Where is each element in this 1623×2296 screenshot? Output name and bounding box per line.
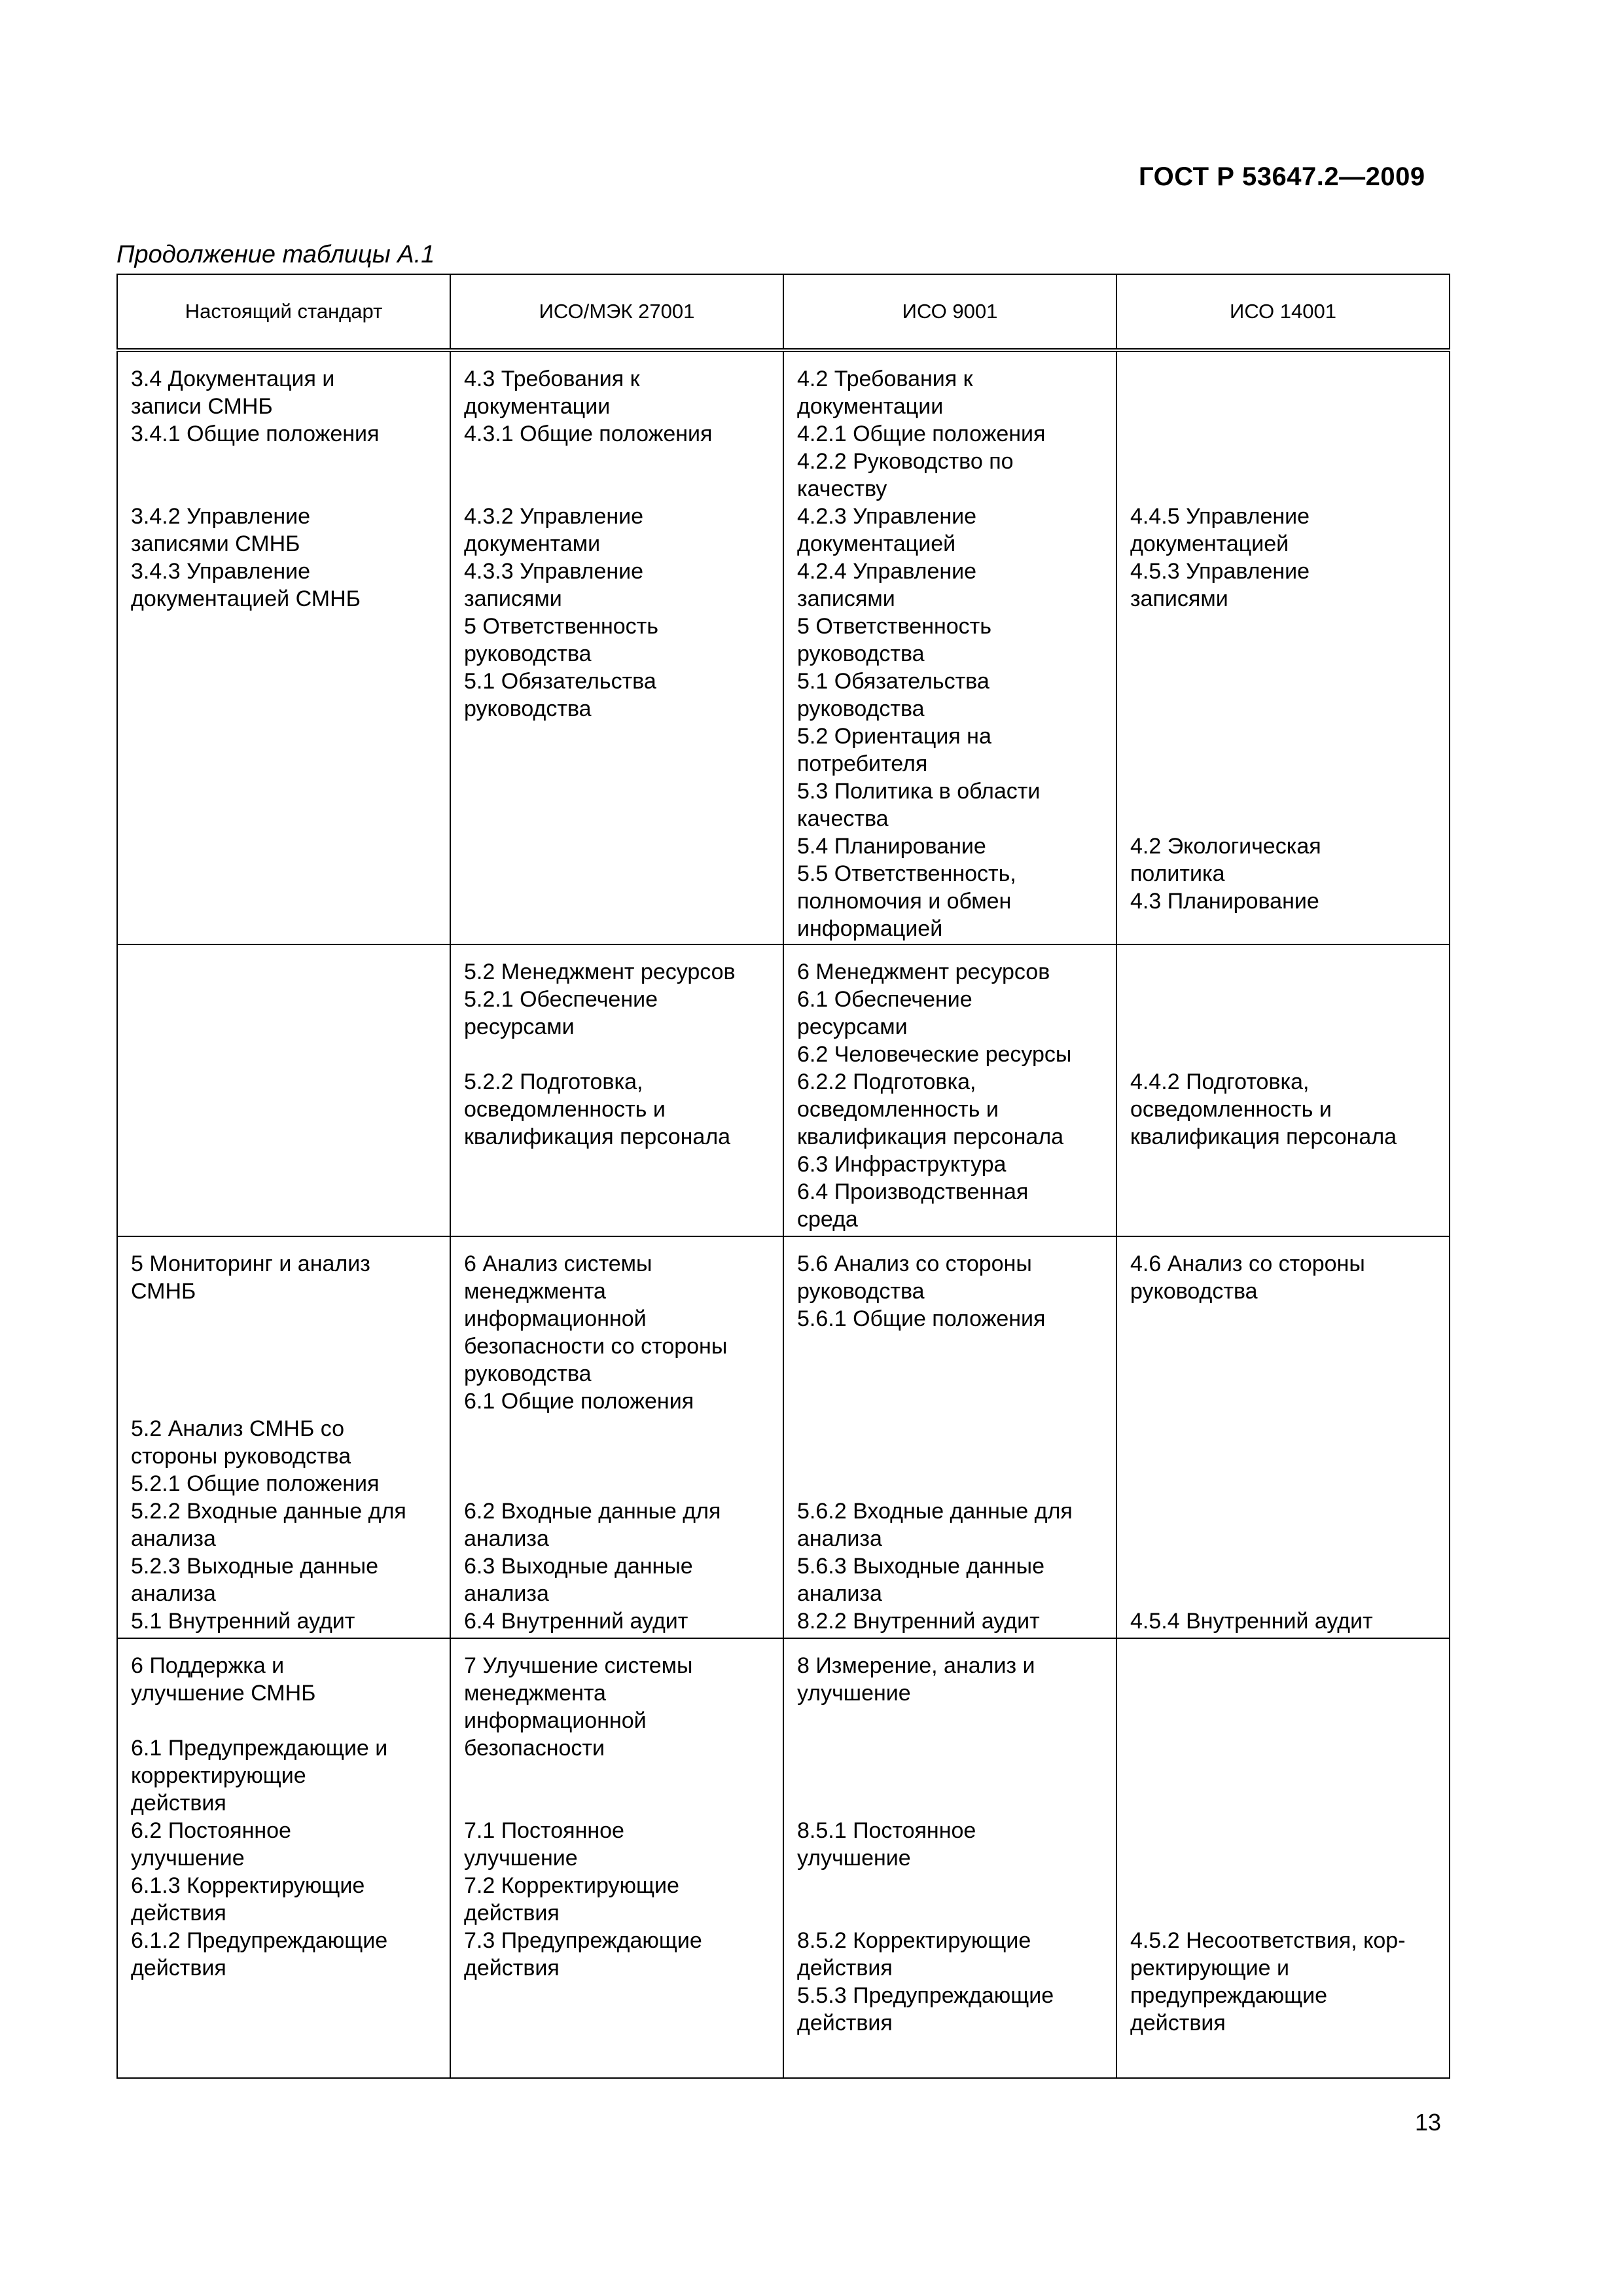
cell-line: 5.6.1 Общие положения <box>797 1306 1046 1331</box>
cell-line: улучшение СМНБ <box>131 1681 316 1706</box>
cell-line <box>131 1360 438 1388</box>
cell-line: 6.3 Инфраструктура <box>797 1152 1007 1177</box>
cell-line <box>464 1470 771 1498</box>
page-number: 13 <box>1415 2109 1442 2136</box>
cell-line <box>1130 668 1437 695</box>
cell-line: 4.3.3 Управление <box>464 559 644 584</box>
cell-line: документами <box>464 531 601 556</box>
table-cell <box>1116 1638 1450 2078</box>
cell-line <box>1130 1388 1437 1415</box>
cell-line: записями <box>797 586 895 611</box>
column-header: ИСО 14001 <box>1116 274 1450 350</box>
cell-line <box>464 1443 771 1470</box>
cell-line: 5.3 Политика в области <box>797 779 1041 804</box>
table-row <box>117 944 1450 1236</box>
cell-line: 6.1 Общие положения <box>464 1389 694 1414</box>
standard-code: ГОСТ Р 53647.2—2009 <box>1139 162 1425 191</box>
cell-line: 4.2.2 Руководство по <box>797 449 1014 474</box>
cell-line: 6.4 Внутренний аудит <box>464 1609 688 1634</box>
cell-line: осведомленность и <box>797 1097 999 1122</box>
cell-line: 6.2.2 Подготовка, <box>797 1069 976 1094</box>
cell-line: документации <box>464 394 611 419</box>
cell-line: качества <box>797 806 889 831</box>
cell-line: записями СМНБ <box>131 531 300 556</box>
cell-line <box>797 1899 1104 1927</box>
cell-line <box>1130 640 1437 668</box>
cell-line <box>1130 420 1437 448</box>
cell-line: предупреждающие <box>1130 1983 1328 2008</box>
cell-line: документацией <box>1130 531 1289 556</box>
cell-line: 7 Улучшение системы <box>464 1653 693 1678</box>
cell-line: ректирующие и <box>1130 1956 1289 1981</box>
cell-line <box>464 1415 771 1443</box>
cell-line: 6.2 Человеческие ресурсы <box>797 1042 1072 1067</box>
cell-line <box>1130 1652 1437 1679</box>
cell-line: осведомленность и <box>464 1097 666 1122</box>
cell-line <box>1130 613 1437 640</box>
cell-line: 4.2.1 Общие положения <box>797 422 1046 446</box>
cell-line: действия <box>1130 2011 1226 2036</box>
cell-line: полномочия и обмен <box>797 889 1012 914</box>
table-cell <box>117 1236 450 1638</box>
cell-line: квалификация персонала <box>464 1124 731 1149</box>
cell-line: руководства <box>797 641 925 666</box>
cell-line: 4.5.4 Внутренний аудит <box>1130 1609 1373 1634</box>
cell-line <box>1130 393 1437 420</box>
cell-line <box>1130 1498 1437 1525</box>
cell-line <box>797 1415 1104 1443</box>
cell-line <box>1130 365 1437 393</box>
column-header: ИСО 9001 <box>783 274 1116 350</box>
cell-line <box>797 1360 1104 1388</box>
cell-line: 4.5.3 Управление <box>1130 559 1310 584</box>
cell-line: 5.6 Анализ со стороны <box>797 1251 1032 1276</box>
cell-line: руководства <box>797 696 925 721</box>
cell-line: потребителя <box>797 751 928 776</box>
cell-line <box>1130 1817 1437 1844</box>
cell-line <box>1130 1580 1437 1607</box>
cell-line: 4.3.2 Управление <box>464 504 644 529</box>
cell-line: 5 Мониторинг и анализ <box>131 1251 370 1276</box>
cell-line: 3.4.1 Общие положения <box>131 422 380 446</box>
cell-line <box>1130 1360 1437 1388</box>
cell-line: руководства <box>464 696 592 721</box>
cell-line <box>131 448 438 475</box>
column-header: ИСО/МЭК 27001 <box>450 274 783 350</box>
table-cell <box>1116 350 1450 944</box>
cell-line: действия <box>131 1791 226 1816</box>
cell-line: анализа <box>131 1526 216 1551</box>
cell-line: 6 Поддержка и <box>131 1653 285 1678</box>
cell-line: 3.4.3 Управление <box>131 559 311 584</box>
column-header: Настоящий стандарт <box>117 274 450 350</box>
table-cell <box>783 1236 1116 1638</box>
table-cell <box>117 350 450 944</box>
cell-line: 8.5.1 Постоянное <box>797 1818 976 1843</box>
cell-line: 4.4.5 Управление <box>1130 504 1310 529</box>
cell-line: 5.2.2 Входные данные для <box>131 1499 406 1524</box>
cell-line: улучшение <box>464 1846 578 1871</box>
cell-line <box>1130 1013 1437 1041</box>
table-cell <box>450 350 783 944</box>
cell-line <box>1130 1762 1437 1789</box>
table-cell <box>450 1236 783 1638</box>
cell-line: 7.3 Предупреждающие <box>464 1928 702 1953</box>
cell-line: 5.5 Ответственность, <box>797 861 1016 886</box>
cell-line <box>1130 1844 1437 1872</box>
cell-line <box>1130 723 1437 750</box>
cell-line <box>1130 750 1437 778</box>
table-cell <box>783 350 1116 944</box>
cell-line: квалификация персонала <box>1130 1124 1397 1149</box>
cell-line: 8.2.2 Внутренний аудит <box>797 1609 1040 1634</box>
cell-line: действия <box>131 1901 226 1926</box>
cell-line: 4.5.2 Несоответствия, кор- <box>1130 1928 1406 1953</box>
cell-line: 5.2.3 Выходные данные <box>131 1554 379 1579</box>
cell-line <box>1130 1679 1437 1707</box>
cell-line: улучшение <box>797 1681 911 1706</box>
cell-line: 5.5.3 Предупреждающие <box>797 1983 1054 2008</box>
cell-line <box>131 475 438 503</box>
table-cell <box>1116 944 1450 1236</box>
cell-line <box>1130 958 1437 986</box>
table-cell <box>783 944 1116 1236</box>
cell-line: 5.2 Менеджмент ресурсов <box>464 960 736 984</box>
cell-line <box>131 1333 438 1360</box>
cell-line <box>1130 1707 1437 1734</box>
cell-line: 5.1 Обязательства <box>464 669 656 694</box>
cell-line: 6.4 Производственная <box>797 1179 1029 1204</box>
cell-line <box>797 1734 1104 1762</box>
cell-line: действия <box>464 1901 560 1926</box>
cell-line <box>1130 1470 1437 1498</box>
cell-line: 5.2.1 Обеспечение <box>464 987 658 1012</box>
cell-line: 4.2.4 Управление <box>797 559 977 584</box>
cell-line <box>1130 1899 1437 1927</box>
cell-line <box>1130 1443 1437 1470</box>
cell-line: 6.2 Входные данные для <box>464 1499 721 1524</box>
cell-line <box>464 1041 771 1068</box>
cell-line: 5.2 Анализ СМНБ со <box>131 1416 345 1441</box>
cell-line: 5.2 Ориентация на <box>797 724 991 749</box>
cell-line: безопасности <box>464 1736 605 1761</box>
cell-line: менеджмента <box>464 1279 606 1304</box>
cell-line: ресурсами <box>797 1014 908 1039</box>
cell-line: 6 Анализ системы <box>464 1251 652 1276</box>
cell-line: руководства <box>464 1361 592 1386</box>
cell-line <box>1130 1415 1437 1443</box>
cell-line: информацией <box>797 916 943 941</box>
cell-line: СМНБ <box>131 1279 196 1304</box>
cell-line: 5.1 Обязательства <box>797 669 990 694</box>
cell-line: 5 Ответственность <box>797 614 991 639</box>
cell-line: 8.5.2 Корректирующие <box>797 1928 1031 1953</box>
cell-line: 3.4.2 Управление <box>131 504 311 529</box>
cell-line: безопасности со стороны <box>464 1334 728 1359</box>
cell-line: 4.3.1 Общие положения <box>464 422 713 446</box>
cell-line: 7.2 Корректирующие <box>464 1873 679 1898</box>
cell-line: документацией <box>797 531 956 556</box>
cell-line <box>1130 1734 1437 1762</box>
comparison-table <box>116 274 1450 2079</box>
cell-line: 7.1 Постоянное <box>464 1818 624 1843</box>
cell-line: документации <box>797 394 944 419</box>
cell-line <box>131 1707 438 1734</box>
cell-line: осведомленность и <box>1130 1097 1332 1122</box>
cell-line: действия <box>797 1956 893 1981</box>
cell-line: 4.2.3 Управление <box>797 504 977 529</box>
cell-line: 4.2 Экологическая <box>1130 834 1321 859</box>
cell-line: информационной <box>464 1306 647 1331</box>
cell-line <box>797 1789 1104 1817</box>
table-cell <box>1116 1236 1450 1638</box>
cell-line <box>1130 805 1437 833</box>
cell-line: анализа <box>464 1581 549 1606</box>
table-cell <box>783 1638 1116 2078</box>
cell-line: ресурсами <box>464 1014 575 1039</box>
cell-line <box>1130 448 1437 475</box>
cell-line: 8 Измерение, анализ и <box>797 1653 1035 1678</box>
cell-line <box>464 1789 771 1817</box>
cell-line: среда <box>797 1207 858 1232</box>
cell-line <box>797 1470 1104 1498</box>
cell-line <box>1130 1333 1437 1360</box>
cell-line: 5.2.1 Общие положения <box>131 1471 380 1496</box>
cell-line: руководства <box>1130 1279 1258 1304</box>
cell-line: 5 Ответственность <box>464 614 658 639</box>
cell-line: 4.4.2 Подготовка, <box>1130 1069 1310 1094</box>
cell-line <box>1130 986 1437 1013</box>
cell-line <box>797 1443 1104 1470</box>
cell-line: 5.4 Планирование <box>797 834 986 859</box>
cell-line <box>464 1762 771 1789</box>
cell-line: качеству <box>797 476 887 501</box>
cell-line: 4.3 Требования к <box>464 367 640 391</box>
table-caption: Продолжение таблицы А.1 <box>116 241 435 268</box>
cell-line <box>1130 1872 1437 1899</box>
cell-line: 6.1 Предупреждающие и <box>131 1736 388 1761</box>
cell-line <box>797 1388 1104 1415</box>
cell-line: 5.6.2 Входные данные для <box>797 1499 1073 1524</box>
cell-line <box>1130 1041 1437 1068</box>
cell-line <box>797 1762 1104 1789</box>
cell-line: улучшение <box>797 1846 911 1871</box>
cell-line: 5.1 Внутренний аудит <box>131 1609 355 1634</box>
cell-line: записями <box>1130 586 1228 611</box>
cell-line: анализа <box>797 1581 882 1606</box>
table-cell <box>117 1638 450 2078</box>
cell-line: корректирующие <box>131 1763 306 1788</box>
table-row <box>117 1638 1450 2078</box>
cell-line <box>1130 475 1437 503</box>
cell-line: записями <box>464 586 562 611</box>
cell-line: 5.2.2 Подготовка, <box>464 1069 643 1094</box>
cell-line: стороны руководства <box>131 1444 351 1469</box>
cell-line: 6.3 Выходные данные <box>464 1554 693 1579</box>
table-row <box>117 1236 1450 1638</box>
cell-line <box>1130 778 1437 805</box>
cell-line: действия <box>131 1956 226 1981</box>
cell-line: руководства <box>797 1279 925 1304</box>
cell-line <box>131 1388 438 1415</box>
cell-line: политика <box>1130 861 1225 886</box>
cell-line: 4.3 Планирование <box>1130 889 1319 914</box>
table-cell <box>117 944 450 1236</box>
cell-line: улучшение <box>131 1846 245 1871</box>
cell-line <box>1130 1525 1437 1552</box>
cell-line: 6.2 Постоянное <box>131 1818 291 1843</box>
cell-line <box>1130 1305 1437 1333</box>
cell-line: квалификация персонала <box>797 1124 1064 1149</box>
cell-line: 6 Менеджмент ресурсов <box>797 960 1050 984</box>
cell-line: действия <box>464 1956 560 1981</box>
cell-line: документацией СМНБ <box>131 586 361 611</box>
cell-line: 3.4 Документация и <box>131 367 335 391</box>
cell-line <box>1130 1789 1437 1817</box>
cell-line <box>131 1305 438 1333</box>
table-header-row <box>117 274 1450 350</box>
cell-line <box>464 448 771 475</box>
cell-line: 6.1.3 Корректирующие <box>131 1873 365 1898</box>
table-cell <box>450 944 783 1236</box>
cell-line: записи СМНБ <box>131 394 273 419</box>
cell-line: анализа <box>797 1526 882 1551</box>
cell-line <box>1130 695 1437 723</box>
cell-line: действия <box>797 2011 893 2036</box>
cell-line: 4.6 Анализ со стороны <box>1130 1251 1365 1276</box>
cell-line <box>464 475 771 503</box>
cell-line: 6.1 Обеспечение <box>797 987 972 1012</box>
cell-line: 4.2 Требования к <box>797 367 973 391</box>
cell-line: анализа <box>464 1526 549 1551</box>
cell-line <box>797 1707 1104 1734</box>
cell-line: 6.1.2 Предупреждающие <box>131 1928 388 1953</box>
table-row <box>117 350 1450 944</box>
cell-line: анализа <box>131 1581 216 1606</box>
cell-line <box>797 1333 1104 1360</box>
cell-line <box>1130 1552 1437 1580</box>
cell-line: информационной <box>464 1708 647 1733</box>
table-cell <box>450 1638 783 2078</box>
cell-line: руководства <box>464 641 592 666</box>
cell-line <box>797 1872 1104 1899</box>
cell-line: 5.6.3 Выходные данные <box>797 1554 1045 1579</box>
cell-line: менеджмента <box>464 1681 606 1706</box>
